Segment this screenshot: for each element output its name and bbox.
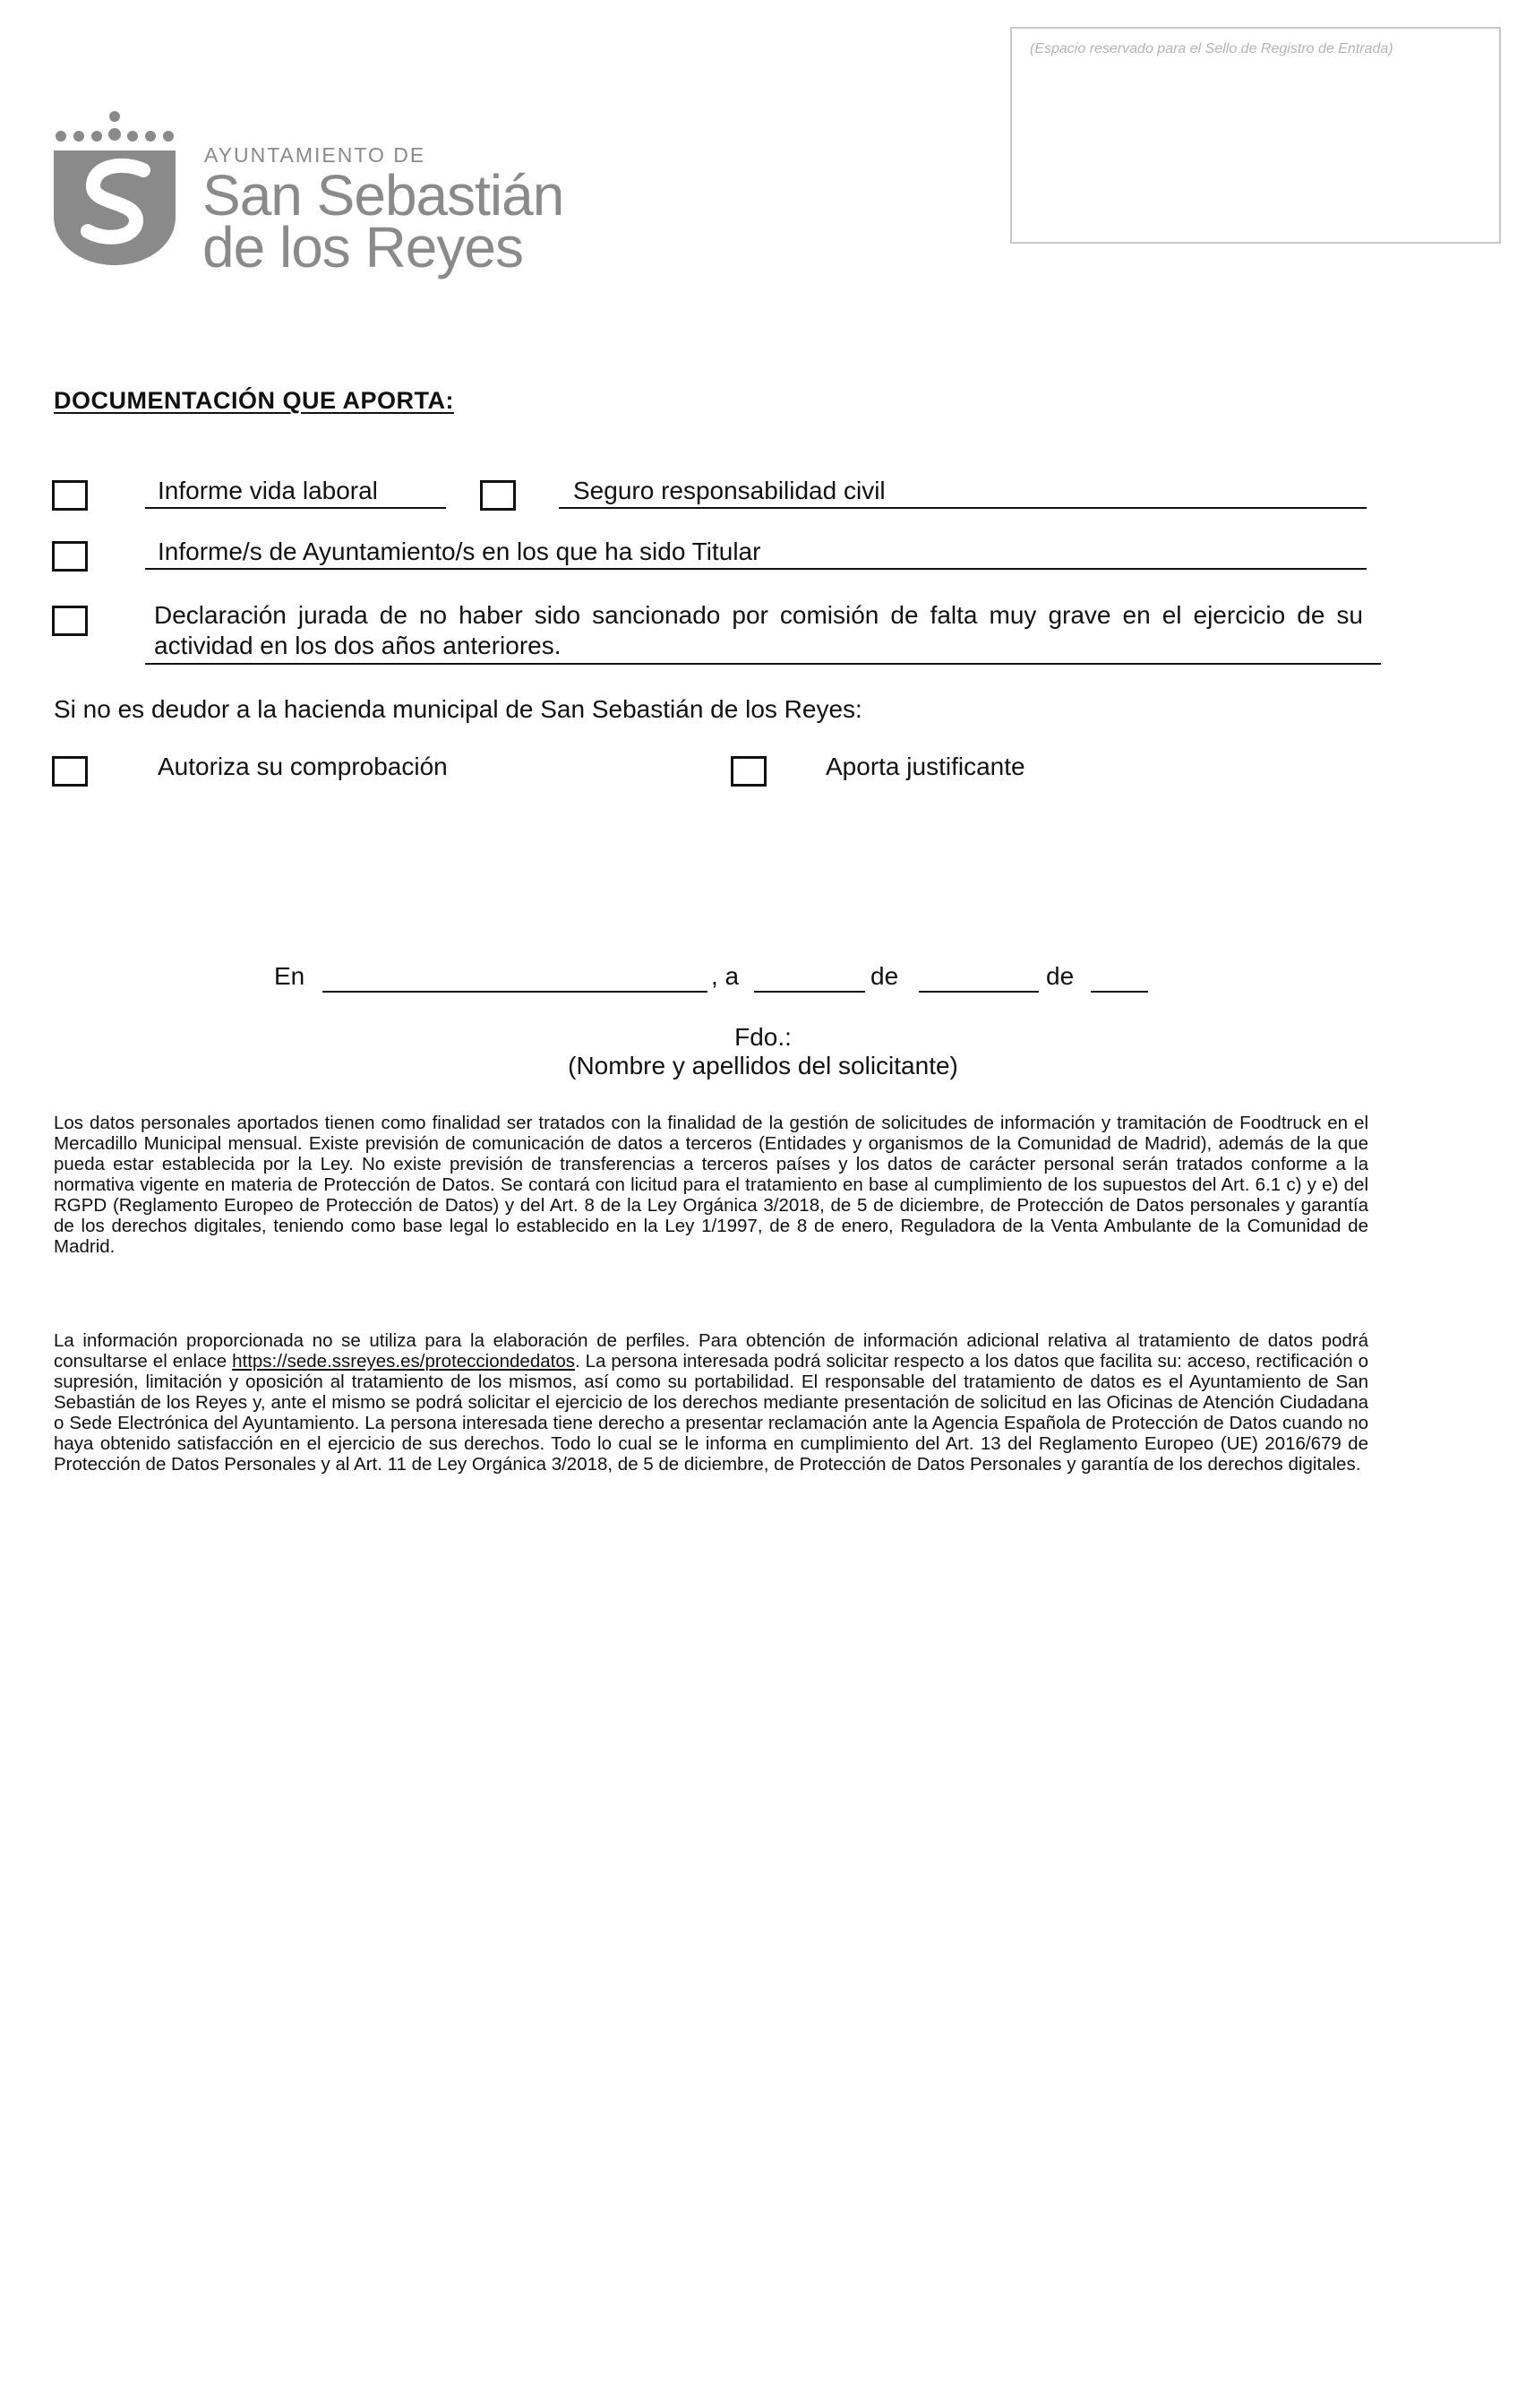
underline-declaracion bbox=[145, 663, 1381, 665]
checkbox-aporta[interactable] bbox=[731, 756, 767, 787]
field-month[interactable] bbox=[919, 991, 1039, 993]
checkbox-ayuntamientos[interactable] bbox=[52, 541, 88, 572]
signature-fdo: Fdo.: bbox=[734, 1023, 792, 1051]
underline-vida-laboral bbox=[145, 507, 446, 509]
field-place[interactable] bbox=[322, 991, 707, 993]
field-year[interactable] bbox=[1091, 991, 1148, 993]
label-vida-laboral: Informe vida laboral bbox=[158, 477, 378, 504]
privacy-text-before-link: La información proporcionada no se utiliza para la elaboración de perfiles. Para obtención de información adicional relativa al tratamiento de datos podrá consultarse el enlace bbox=[54, 1330, 1368, 1372]
label-de-month: de bbox=[870, 962, 899, 990]
privacy-link[interactable]: https://sede.ssreyes.es/protecciondedatos bbox=[232, 1351, 575, 1372]
label-en: En bbox=[274, 962, 305, 990]
privacy-text-after-link: . La persona interesada podrá solicitar respecto a los datos que facilita su: acceso, rectificación o supresión, limitación y oposición al tratamiento de los mismos, así como su portabilidad. El responsable del tratamiento de datos es el Ayuntamiento de San Sebastián de los Reyes y, ante el mismo se podrá solicitar el ejercicio de los derechos mediante presentación de solicitud en las Oficinas de Atención Ciudadana o Sede Electrónica del Ayuntamiento. La persona interesada tiene derecho a presentar reclamación ante la Agencia Española de Protección de Datos cuando no haya obtenido satisfacción en el ejercicio de sus derechos. Todo lo cual se le informa en cumplimiento del Art. 13 del Reglamento Europeo (UE) 2016/679 de Protección de Datos Personales y al Art. 11 de Ley Orgánica 3/2018, de 5 de diciembre, de Protección de Datos Personales y garantía de los derechos digitales. bbox=[54, 1351, 1368, 1475]
logo-line-city: San Sebastián bbox=[202, 163, 564, 228]
underline-ayuntamientos bbox=[145, 568, 1367, 570]
label-aporta: Aporta justificante bbox=[826, 752, 1025, 780]
underline-seguro bbox=[559, 507, 1367, 509]
logo-line-reyes: de los Reyes bbox=[202, 215, 523, 280]
logo-emblem-icon bbox=[54, 111, 188, 269]
stamp-box-label: (Espacio reservado para el Sello de Registro de Entrada) bbox=[1030, 41, 1393, 56]
hacienda-question: Si no es deudor a la hacienda municipal de San Sebastián de los Reyes: bbox=[54, 695, 862, 723]
checkbox-seguro[interactable] bbox=[480, 480, 516, 511]
label-a: , a bbox=[711, 962, 740, 990]
checkbox-autoriza[interactable] bbox=[52, 756, 88, 787]
label-declaracion: Declaración jurada de no haber sido sancionado por comisión de falta muy grave en el ejercicio de su actividad en los dos años anteriores. bbox=[154, 601, 1363, 659]
checkbox-declaracion[interactable] bbox=[52, 606, 88, 636]
privacy-paragraph-2 bbox=[54, 1330, 1368, 1475]
signature-name-hint: (Nombre y apellidos del solicitante) bbox=[568, 1052, 958, 1079]
label-de-year: de bbox=[1046, 962, 1075, 990]
logo-line-ayuntamiento: AYUNTAMIENTO DE bbox=[204, 143, 426, 167]
label-autoriza: Autoriza su comprobación bbox=[158, 752, 448, 780]
checkbox-vida-laboral[interactable] bbox=[52, 480, 88, 511]
privacy-paragraph-1: Los datos personales aportados tienen como finalidad ser tratados con la finalidad de la gestión de solicitudes de información y tramitación de Foodtruck en el Mercadillo Municipal mensual. Existe previsión de comunicación de datos a terceros (Entidades y organismos de la Comunidad de Madrid), además de la que pueda estar establecida por la Ley. No existe previsión de transferencias a terceros países y los datos de carácter personal serán tratados conforme a la normativa vigente en materia de Protección de Datos. Se contará con licitud para el tratamiento en base al cumplimiento de los supuestos del Art. 6.1 c) y e) del RGPD (Reglamento Europeo de Protección de Datos) y del Art. 8 de la Ley Orgánica 3/2018, de 5 de diciembre, de Protección de Datos personales y garantía de los derechos digitales, teniendo como base legal lo establecido en la Ley 1/1997, de 8 de enero, Reguladora de la Venta Ambulante de la Comunidad de Madrid. bbox=[54, 1113, 1368, 1257]
label-ayuntamientos: Informe/s de Ayuntamiento/s en los que ha sido Titular bbox=[158, 538, 761, 565]
field-day[interactable] bbox=[754, 991, 865, 993]
documentation-heading: DOCUMENTACIÓN QUE APORTA: bbox=[54, 387, 454, 414]
registry-stamp-box bbox=[1010, 27, 1501, 244]
label-seguro: Seguro responsabilidad civil bbox=[573, 477, 886, 504]
